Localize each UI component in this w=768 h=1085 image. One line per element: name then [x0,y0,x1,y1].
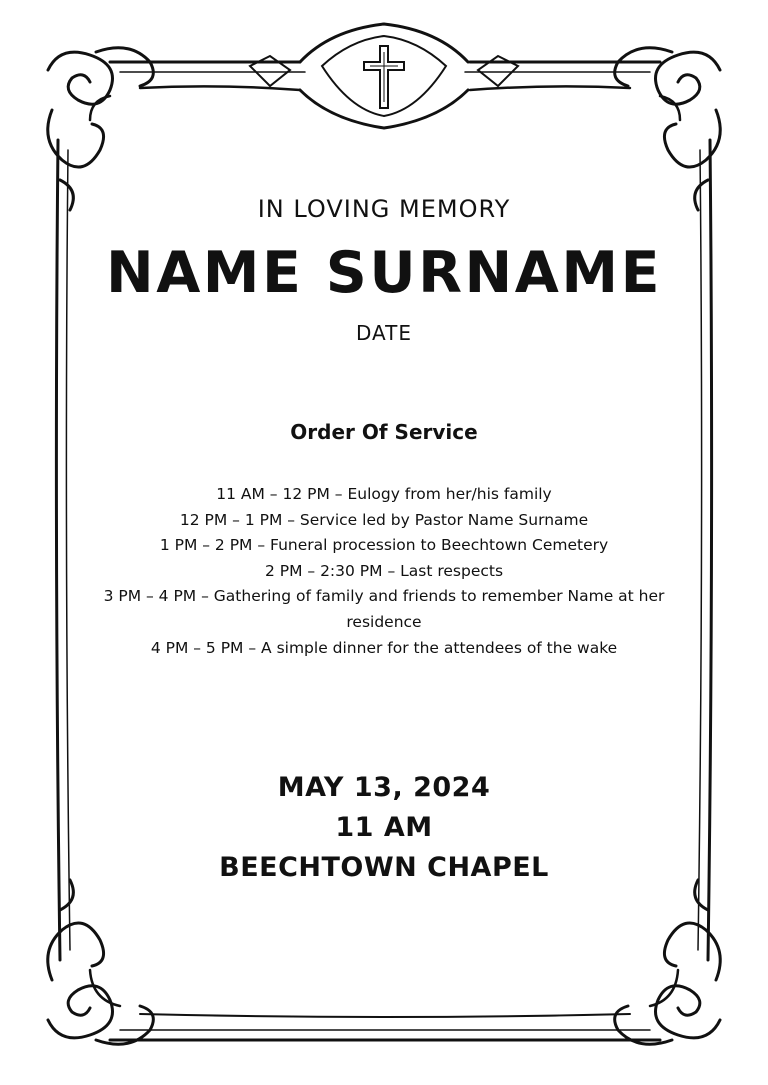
event-date: MAY 13, 2024 [277,772,491,803]
memorial-heading: IN LOVING MEMORY [257,195,511,223]
schedule-item: 3 PM – 4 PM – Gathering of family and friends to remember Name at her residence [103,587,665,631]
order-of-service-title: Order Of Service [290,420,478,444]
schedule-item: 2 PM – 2:30 PM – Last respects [264,561,504,580]
schedule-item: 4 PM – 5 PM – A simple dinner for the attendees of the wake [150,638,618,657]
schedule-item: 12 PM – 1 PM – Service led by Pastor Name Surname [179,510,589,529]
event-details [0,768,768,888]
event-place: BEECHTOWN CHAPEL [219,852,549,883]
service-schedule [84,482,684,661]
schedule-item: 11 AM – 12 PM – Eulogy from her/his family [216,485,552,503]
memorial-date: DATE [355,321,413,345]
deceased-name: NAME SURNAME [105,240,663,306]
schedule-item: 1 PM – 2 PM – Funeral procession to Beechtown Cemetery [159,536,609,555]
event-time: 11 AM [335,812,433,843]
cross-icon [360,44,408,110]
